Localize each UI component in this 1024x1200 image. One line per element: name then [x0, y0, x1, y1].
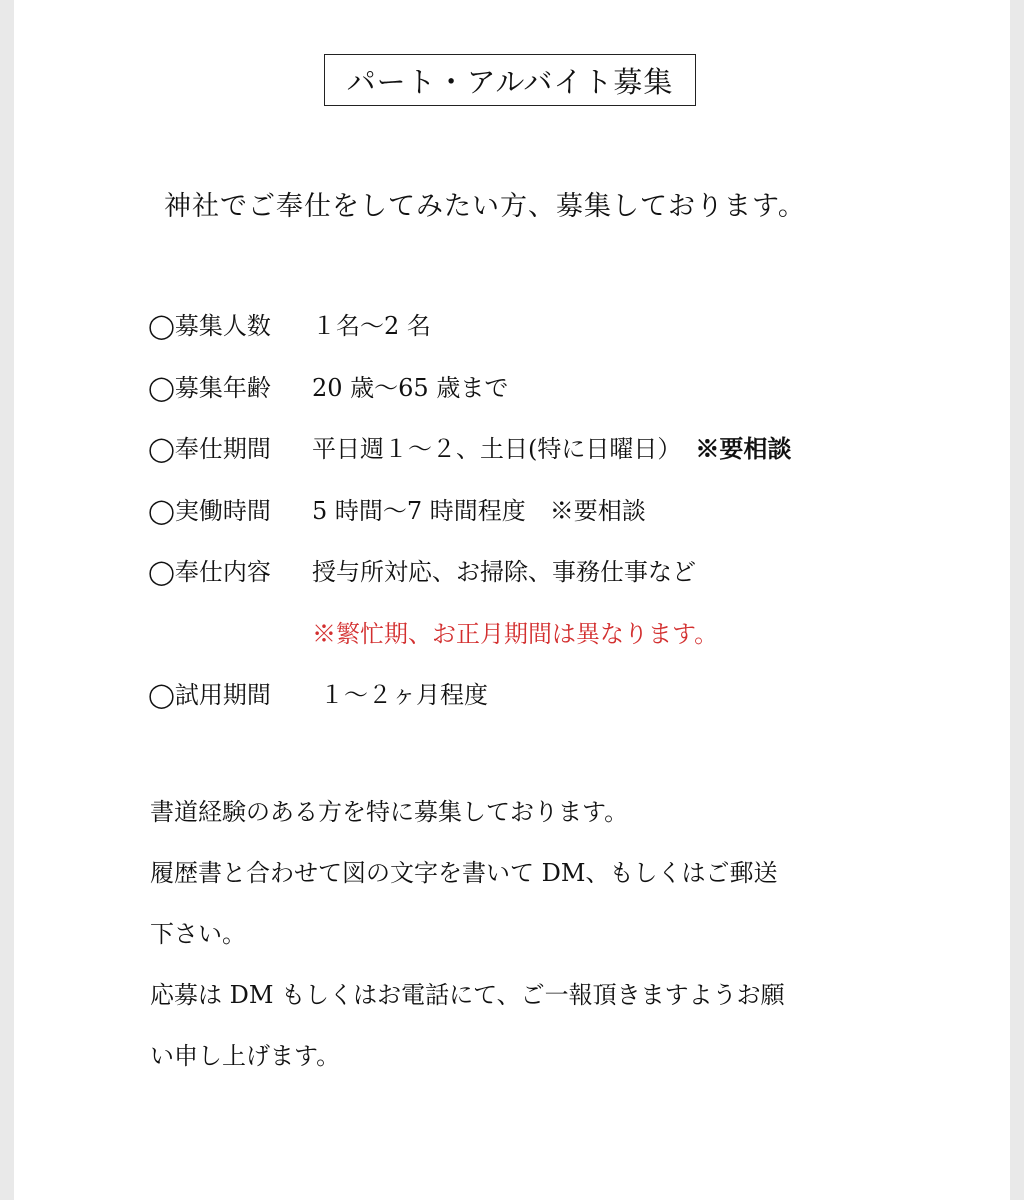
- item-value: 5 時間〜7 時間程度: [312, 496, 526, 525]
- application-instructions: [150, 792, 890, 1097]
- item-value: １名〜2 名: [312, 312, 431, 340]
- list-item-recruit-count: [148, 306, 948, 368]
- item-value-wrap: [312, 429, 791, 464]
- paragraph-line: 応募は DM もしくはお電話にて、ご一報頂きますようお願: [150, 981, 785, 1009]
- paragraph-line: い申し上げます。: [150, 1042, 341, 1070]
- item-value: 平日週１〜２、土日(特に日曜日）: [312, 435, 682, 463]
- item-label: ◯実働時間: [148, 496, 271, 525]
- item-label: ◯奉仕期間: [148, 435, 271, 463]
- paragraph-line: 書道経験のある方を特に募集しております。: [150, 798, 629, 826]
- list-item-trial-period: [148, 675, 948, 737]
- list-item-busy-season-notice: [148, 614, 948, 676]
- page-title: パート・アルバイト募集: [324, 54, 696, 106]
- requirements-list: [148, 306, 948, 737]
- item-label: ◯募集年齢: [148, 373, 271, 402]
- item-value: 授与所対応、お掃除、事務仕事など: [312, 558, 696, 586]
- paragraph-line: 履歴書と合わせて図の文字を書いて DM、もしくはご郵送: [150, 859, 778, 887]
- item-value-wrap: [312, 491, 646, 526]
- item-value: 20 歳〜65 歳まで: [312, 373, 509, 402]
- intro-text: 神社でご奉仕をしてみたい方、募集しております。: [164, 191, 806, 222]
- item-label: ◯奉仕内容: [148, 558, 271, 586]
- consultation-note: ※要相談: [549, 496, 646, 525]
- paragraph-line: 下さい。: [150, 920, 246, 948]
- list-item-working-hours: [148, 491, 948, 553]
- list-item-recruit-age: [148, 368, 948, 430]
- item-label: ◯試用期間: [148, 681, 271, 709]
- document-page: [14, 0, 1010, 1200]
- list-item-service-period: [148, 429, 948, 491]
- list-item-service-content: [148, 552, 948, 614]
- item-label: ◯募集人数: [148, 312, 271, 340]
- busy-season-notice: ※繁忙期、お正月期間は異なります。: [312, 619, 719, 648]
- item-value: １〜２ヶ月程度: [320, 681, 488, 709]
- consultation-note: ※要相談: [695, 434, 792, 463]
